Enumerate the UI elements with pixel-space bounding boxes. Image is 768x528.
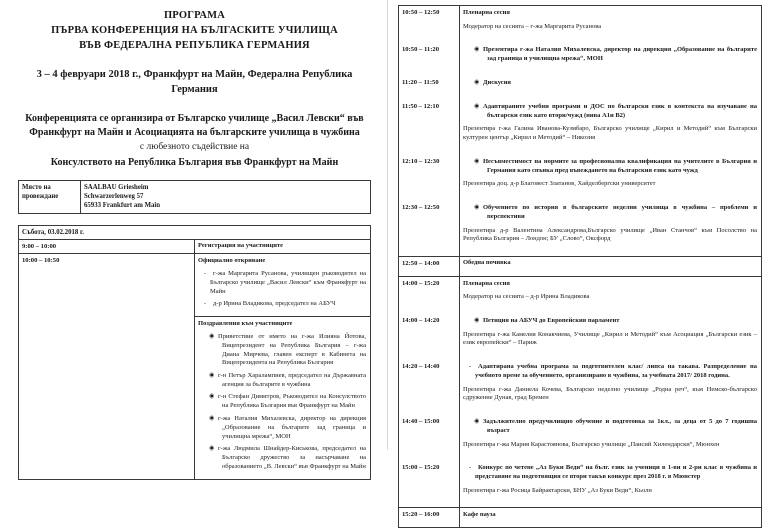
agenda-section	[460, 201, 761, 256]
agenda-item	[198, 270, 366, 296]
agenda-section	[195, 240, 370, 254]
schedule-row	[399, 256, 762, 276]
agenda-section	[460, 6, 761, 43]
agenda-item	[463, 363, 757, 381]
agenda-item-text: г-жа Наталия Михалевска, директор на дирекция „Образование на българите зад граница и училищна мрежа“, МОН	[218, 415, 366, 440]
event-date-location: 3 – 4 февруари 2018 г., Франкфурт на Майн, Федерална Република Германия	[36, 68, 353, 95]
agenda-section	[460, 43, 761, 76]
schedule-row	[399, 43, 762, 76]
content-cell	[460, 508, 762, 528]
content-cell	[460, 201, 762, 256]
agenda-item-text: г-н Стефан Димитров, Ръководител на Консулството на Република България във Франкфурт на Майн	[218, 393, 366, 410]
time-cell: 12:10 – 12:30	[399, 155, 460, 201]
schedule-row	[399, 415, 762, 461]
content-cell	[460, 360, 762, 415]
agenda-item-text: Задължително предучилищно обучение и подготовка за 1кл., за деца от 5 до 7 годишна възраст	[483, 417, 757, 434]
venue-address-line: 65933 Frankfurt am Main	[84, 202, 161, 210]
schedule-row	[399, 314, 762, 360]
agenda-item-text: Несъвместимост на нормите за професионална квалификация на учителите в България и Германия като спънка пред въвеждането на българския език като чужд	[483, 157, 757, 174]
agenda-text: Обедна почивка	[463, 259, 511, 267]
content-cell	[460, 415, 762, 461]
schedule-row	[399, 6, 762, 44]
agenda-text: Регистрация на участниците	[198, 242, 284, 250]
circle-bullet-icon: ◉	[474, 46, 480, 53]
time-cell: 10:50 – 12:50	[399, 6, 460, 44]
program-page-2	[390, 0, 768, 519]
agenda-item-text: г-жа Маргарита Русанова, училищен ръководител на Българско училище „Васил Левски“ към Франкфурт на Майн	[210, 270, 366, 295]
agenda-text: Модератор на сесията – д-р Ирина Владикова	[463, 293, 590, 301]
agenda-item	[463, 46, 757, 64]
circle-bullet-icon: ◉	[474, 204, 480, 211]
agenda-text: Кафе пауза	[463, 510, 496, 518]
schedule-row	[399, 76, 762, 100]
circle-bullet-icon: ◉	[209, 393, 215, 400]
venue-address-line: SAALBAU Griesheim	[84, 184, 149, 192]
time-cell: 15:20 – 16:00	[399, 508, 460, 528]
content-cell	[195, 254, 371, 479]
dash-bullet-icon: -	[204, 271, 206, 278]
content-cell	[460, 6, 762, 44]
time-cell: 9:00 – 10:00	[19, 239, 195, 254]
agenda-item-text: Дискусия	[483, 78, 511, 86]
circle-bullet-icon: ◉	[474, 158, 480, 165]
content-cell	[460, 276, 762, 314]
agenda-section	[460, 277, 761, 314]
agenda-section	[460, 508, 761, 527]
content-cell	[460, 155, 762, 201]
agenda-text: Презентира г-жа Мария Карастоянова, Българско училище „Паисий Хилендарски“, Мюнхен	[463, 440, 720, 448]
venue-label: Място на провеждане	[19, 181, 81, 214]
schedule-row	[399, 360, 762, 415]
time-cell: 14:00 – 15:20	[399, 276, 460, 314]
agenda-section	[460, 155, 761, 201]
agenda-text: Модератор на сесията – г-жа Маргарита Русанова	[463, 22, 602, 30]
agenda-section	[195, 316, 370, 478]
content-cell	[195, 239, 371, 254]
venue-address-line: Schwarzerlenweg 57	[84, 193, 144, 201]
time-cell: 11:20 – 11:50	[399, 76, 460, 100]
content-cell	[460, 100, 762, 155]
agenda-text: Поздравления към участниците	[198, 320, 293, 328]
time-cell: 11:50 – 12:10	[399, 100, 460, 155]
schedule-row	[399, 461, 762, 508]
time-cell: 10:50 – 11:20	[399, 43, 460, 76]
agenda-text: Пленарна сесия	[463, 9, 510, 16]
organizer-block	[18, 112, 371, 170]
circle-bullet-icon: ◉	[209, 415, 215, 422]
schedule-row	[19, 239, 371, 254]
organizer-text: Конференцията се организира от Българско училище „Васил Левски“ във Франкфурт на Майн и Асоциацията на българските училища в чужбина	[25, 113, 364, 139]
agenda-item	[198, 393, 366, 411]
circle-bullet-icon: ◉	[474, 79, 480, 86]
agenda-item-text: Петиция на АБУЧ до Европейския парламент	[483, 316, 620, 324]
agenda-section	[460, 76, 761, 100]
agenda-item	[198, 415, 366, 441]
title-line-1: ПРОГРАМА	[163, 10, 226, 21]
document-title	[18, 8, 371, 54]
agenda-item	[198, 445, 366, 471]
courtesy-text: с любезното съдействие на	[139, 142, 250, 153]
schedule-row	[399, 155, 762, 201]
title-line-3: ВЪВ ФЕДЕРАЛНА РЕПУБЛИКА ГЕРМАНИЯ	[79, 40, 310, 52]
time-cell: 15:00 – 15:20	[399, 461, 460, 508]
circle-bullet-icon: ◉	[209, 372, 215, 379]
venue-address	[81, 181, 371, 214]
agenda-item	[198, 300, 366, 309]
agenda-section	[195, 254, 370, 316]
schedule-row	[399, 508, 762, 528]
circle-bullet-icon: ◉	[209, 445, 215, 452]
agenda-item	[463, 418, 757, 436]
agenda-text: Официално откриване	[198, 257, 266, 265]
agenda-item-text: Адаптираните учебни програми и ДОС по български език в контекста на изучаване на български език като втори/чужд (нива А1и В2)	[483, 102, 757, 119]
agenda-item	[463, 464, 757, 482]
content-cell	[460, 314, 762, 360]
time-cell: 12:30 – 12:50	[399, 201, 460, 256]
program-page-1	[0, 0, 384, 470]
circle-bullet-icon: ◉	[209, 333, 215, 340]
agenda-text: Презентира доц. д-р Благовест Златанов, Хайделбергски университет	[463, 180, 656, 188]
agenda-section	[460, 461, 761, 507]
agenda-item	[463, 158, 757, 176]
circle-bullet-icon: ◉	[474, 103, 480, 110]
agenda-item-text: Презентира г-жа Наталия Михалевска, директор на дирекция „Образование на българите зад граница и училищна мрежа“, МОН	[483, 46, 757, 63]
agenda-item-text: г-жа Людмила Шнайдер-Киськова, председател на Българско дружество за насърчаване на образованието „В. Левски“ във Франкфурт на Майн	[218, 445, 366, 470]
schedule-row	[399, 276, 762, 314]
venue-row	[19, 181, 371, 214]
agenda-item-text: Приветствие от името на г-жа Илияна Йотова, Вицепрезидент на Република България – г-жа Диана Мирчева, главен експерт в Кабинета на Вицепрезидента на Република България	[218, 332, 366, 367]
agenda-text: Пленарна сесия	[463, 279, 510, 287]
day-header: Събота, 03.02.2018 г.	[19, 225, 371, 239]
time-cell: 14:40 – 15:00	[399, 415, 460, 461]
agenda-text: Презентира д-р Валентина Александрова,Българско училище „Иван Станчов“ към Посолство на Република България – Лондон; БУ „Слово“, Оксфорд	[463, 226, 757, 243]
schedule-table-saturday	[18, 225, 371, 480]
consulate-text: Консулството на Република България във Франкфурт на Майн	[50, 156, 339, 168]
agenda-section	[460, 257, 761, 276]
agenda-item-text: Обучението по история в българските неделни училища в чужбина – проблеми и перспективи	[483, 204, 757, 220]
agenda-text: Презентира г-жа Даниела Кочева, Българско неделно училище „Родна реч“, към Немско-българско сдружение Дунав, град Бремен	[463, 385, 757, 402]
page-divider	[387, 0, 388, 450]
agenda-text: Презентира г-жа Камелия Конакчиева, Училище „Кирил и Методий“ към Асоциация „Български език – език европейски“ – Париж	[463, 330, 757, 347]
schedule-row	[19, 254, 371, 479]
schedule-row	[399, 100, 762, 155]
agenda-item	[463, 204, 757, 222]
agenda-item-text: Адаптирана учебна програма за подготвителен клас/ липса на такава. Разпределение на учебното време за обучението, организирано в чужбина, за учебната 2017/ 2018 година.	[475, 363, 757, 380]
agenda-item-text: г-н Петър Харалампиев, председател на Държавната агенция за българите в чужбина	[218, 371, 366, 388]
agenda-text: Презентира г-жа Галина Иванова-Кузмбаро, Българско училище „Кирил и Методий“ към Български културен център „Кирил и Методий“ – Никозия	[463, 125, 757, 142]
content-cell	[460, 43, 762, 76]
agenda-item-text: д-р Ирина Владикова, председател на АБУЧ	[213, 300, 336, 308]
circle-bullet-icon: ◉	[474, 317, 480, 324]
venue-table	[18, 180, 371, 214]
circle-bullet-icon: ◉	[474, 418, 480, 425]
time-cell: 12:50 – 14:00	[399, 256, 460, 276]
agenda-text: Презентира г-жа Росица Байрактарски, БНУ „Аз Буки Веди“, Кьолн	[463, 486, 652, 494]
agenda-section	[460, 360, 761, 415]
day-header-row	[19, 225, 371, 239]
dash-bullet-icon: -	[204, 301, 206, 308]
agenda-section	[460, 415, 761, 461]
agenda-section	[460, 314, 761, 360]
dash-bullet-icon: -	[469, 465, 471, 472]
agenda-item	[463, 317, 757, 326]
dash-bullet-icon: -	[469, 364, 471, 371]
agenda-section	[460, 100, 761, 155]
content-cell	[460, 76, 762, 100]
title-line-2: ПЪРВА КОНФЕРЕНЦИЯ НА БЪЛГАСКИТЕ УЧИЛИЩА	[51, 25, 338, 37]
agenda-item	[198, 372, 366, 390]
agenda-item	[463, 103, 757, 121]
time-cell: 10:00 – 10:50	[19, 254, 195, 479]
content-cell	[460, 256, 762, 276]
agenda-item	[198, 333, 366, 368]
schedule-row	[399, 201, 762, 256]
agenda-item	[463, 79, 757, 88]
agenda-item-text: Конкурс по четене „Аз Буки Веди“ на бълг. език за ученици в 1-ви и 2-ри клас в чужбина и представяне на подготвящия се втори такъв конкурс през 2018 г. в Мюнстер	[475, 464, 757, 481]
time-cell: 14:00 – 14:20	[399, 314, 460, 360]
content-cell	[460, 461, 762, 508]
time-cell: 14:20 – 14:40	[399, 360, 460, 415]
